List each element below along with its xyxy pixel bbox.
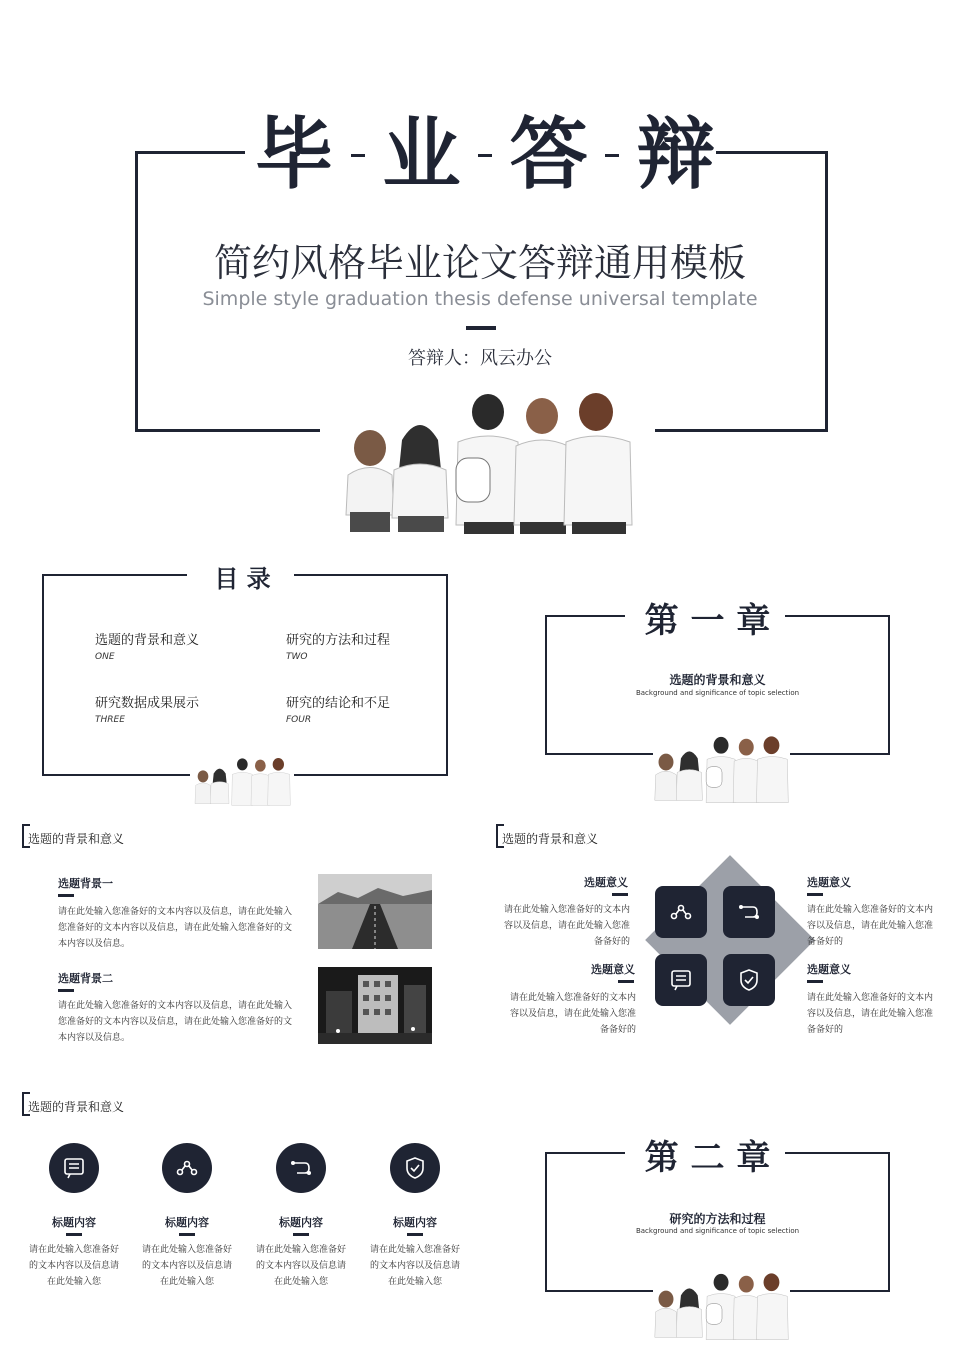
background-slide <box>0 810 480 1080</box>
icon-item-1-bar <box>66 1233 82 1236</box>
city-photo <box>318 967 432 1044</box>
sig-item-2-title: 选题意义 <box>591 963 635 976</box>
ch1-frame-top-right <box>785 615 890 617</box>
toc-students-illustration <box>193 757 293 807</box>
frame-top-right <box>716 151 828 154</box>
significance-slide <box>480 810 960 1080</box>
ch2-sub: Background and significance of topic selection <box>635 1227 800 1235</box>
ch1-frame-top-left <box>545 615 625 617</box>
title-char-2: 业 <box>382 109 461 200</box>
ch2-frame-bottom-right <box>790 1290 890 1292</box>
toc-item-label: 研究的方法和过程 <box>286 633 391 648</box>
icon-item-3-bar <box>293 1233 309 1236</box>
toc-item-label: 研究数据成果展示 <box>95 696 200 711</box>
route-icon <box>737 900 761 924</box>
toc-item-3[interactable] <box>95 692 199 725</box>
frame-bottom-right <box>655 429 828 432</box>
students-illustration <box>340 390 640 540</box>
chapter2-slide <box>480 1080 960 1352</box>
ch2-title: 第 二 章 <box>644 1138 771 1178</box>
message-icon-tile[interactable] <box>655 954 707 1006</box>
toc-item-label: 选题的背景和意义 <box>95 633 200 648</box>
bg-block2-text: 请在此处输入您准备好的文本内容以及信息，请在此处输入您准备好的文本内容以及信息，请在此处输入您准备好的文本内容以及信息。 <box>58 1001 293 1043</box>
cover-subtitle-cn: 简约风格毕业论文答辩通用模板 <box>213 241 746 285</box>
icon-item-2-title: 标题内容 <box>165 1216 209 1229</box>
ch2-heading: 研究的方法和过程 <box>669 1212 766 1226</box>
message-icon <box>669 968 693 992</box>
ch2-frame-top-left <box>545 1152 625 1154</box>
toc-slide <box>0 545 480 810</box>
icon-item-1-text: 请在此处输入您准备好的文本内容以及信息请在此处输入您 <box>28 1245 119 1287</box>
frame-top-left <box>135 151 245 154</box>
toc-item-1[interactable] <box>95 629 199 662</box>
route-icon <box>289 1156 313 1180</box>
title-char-3: 答 <box>509 109 588 200</box>
toc-frame-left <box>42 574 44 776</box>
icon-item-4-text: 请在此处输入您准备好的文本内容以及信息请在此处输入您 <box>369 1245 460 1287</box>
sig-item-3-title: 选题意义 <box>807 876 851 889</box>
share-icon <box>669 900 693 924</box>
icons-slide <box>0 1080 480 1352</box>
ch1-frame-bottom-left <box>545 753 653 755</box>
toc-item-en: TWO <box>286 652 308 662</box>
slide-header: 选题的背景和意义 <box>28 1100 125 1114</box>
ch1-heading: 选题的背景和意义 <box>669 673 766 687</box>
sig-item-3-text: 请在此处输入您准备好的文本内容以及信息，请在此处输入您准备备好的 <box>807 905 934 947</box>
cover-big-title <box>255 100 715 210</box>
cover-subtitle-en: Simple style graduation thesis defense universal template <box>202 288 758 310</box>
title-dash <box>605 154 619 157</box>
ch2-frame-top-right <box>785 1152 890 1154</box>
sig-item-4-bar <box>807 980 823 983</box>
toc-frame-top-right <box>294 574 448 576</box>
shield-icon-tile[interactable] <box>723 954 775 1006</box>
share-icon-circle[interactable] <box>162 1143 212 1193</box>
frame-bottom-left <box>135 429 320 432</box>
share-icon <box>175 1156 199 1180</box>
bg-block1-bar <box>58 894 74 897</box>
title-dash <box>351 154 365 157</box>
bg-block2-bar <box>58 989 74 992</box>
cover-slide <box>0 0 960 545</box>
toc-item-label: 研究的结论和不足 <box>286 696 391 711</box>
route-icon-tile[interactable] <box>723 886 775 938</box>
ch2-frame-bottom-left <box>545 1290 653 1292</box>
icon-item-2-text: 请在此处输入您准备好的文本内容以及信息请在此处输入您 <box>141 1245 232 1287</box>
frame-left <box>135 151 138 432</box>
frame-right <box>825 151 828 432</box>
sig-item-2-bar <box>618 980 634 983</box>
toc-frame-bottom-right <box>294 774 448 776</box>
shield-icon-circle[interactable] <box>390 1143 440 1193</box>
icon-item-3-text: 请在此处输入您准备好的文本内容以及信息请在此处输入您 <box>255 1245 346 1287</box>
ch1-sub: Background and significance of topic selection <box>635 689 800 697</box>
icon-item-4-bar <box>407 1233 423 1236</box>
toc-frame-bottom-left <box>42 774 190 776</box>
title-char-4: 辩 <box>636 109 715 200</box>
bg-block1-title: 选题背景一 <box>58 877 113 890</box>
toc-frame-right <box>446 574 448 776</box>
sig-item-1-text: 请在此处输入您准备好的文本内容以及信息，请在此处输入您准备备好的 <box>503 905 630 947</box>
icon-item-2-bar <box>179 1233 195 1236</box>
sig-item-2-text: 请在此处输入您准备好的文本内容以及信息，请在此处输入您准备备好的 <box>509 993 636 1035</box>
slide-header: 选题的背景和意义 <box>502 832 599 846</box>
toc-item-en: ONE <box>95 652 115 662</box>
toc-item-en: THREE <box>95 715 125 725</box>
sig-item-1-title: 选题意义 <box>584 876 628 889</box>
shield-icon <box>737 968 761 992</box>
message-icon <box>62 1156 86 1180</box>
ch1-students-illustration <box>652 735 792 805</box>
sig-item-3-bar <box>807 893 823 896</box>
icon-item-3-title: 标题内容 <box>279 1216 323 1229</box>
message-icon-circle[interactable] <box>49 1143 99 1193</box>
ch1-frame-bottom-right <box>790 753 890 755</box>
sig-item-1-bar <box>612 893 628 896</box>
title-char-1: 毕 <box>255 109 334 200</box>
title-dash <box>478 154 492 157</box>
shield-icon <box>403 1156 427 1180</box>
ch2-students-illustration <box>652 1272 792 1342</box>
cover-divider <box>466 326 496 330</box>
toc-title: 目 录 <box>214 564 271 593</box>
toc-frame-top-left <box>42 574 187 576</box>
route-icon-circle[interactable] <box>276 1143 326 1193</box>
toc-item-4[interactable] <box>286 692 390 725</box>
sig-item-4-title: 选题意义 <box>807 963 851 976</box>
road-photo <box>318 874 432 949</box>
bg-block2-title: 选题背景二 <box>58 972 113 985</box>
icon-item-1-title: 标题内容 <box>52 1216 96 1229</box>
bg-block1-text: 请在此处输入您准备好的文本内容以及信息，请在此处输入您准备好的文本内容以及信息，请在此处输入您准备好的文本内容以及信息。 <box>58 907 293 949</box>
chapter1-slide <box>480 545 960 810</box>
share-icon-tile[interactable] <box>655 886 707 938</box>
icon-item-4-title: 标题内容 <box>393 1216 437 1229</box>
slide-header: 选题的背景和意义 <box>28 832 125 846</box>
sig-item-4-text: 请在此处输入您准备好的文本内容以及信息，请在此处输入您准备备好的 <box>807 993 934 1035</box>
ch1-title: 第 一 章 <box>644 601 771 641</box>
toc-item-en: FOUR <box>286 715 312 725</box>
cover-presenter: 答辩人：风云办公 <box>408 348 552 369</box>
toc-item-2[interactable] <box>286 629 390 662</box>
